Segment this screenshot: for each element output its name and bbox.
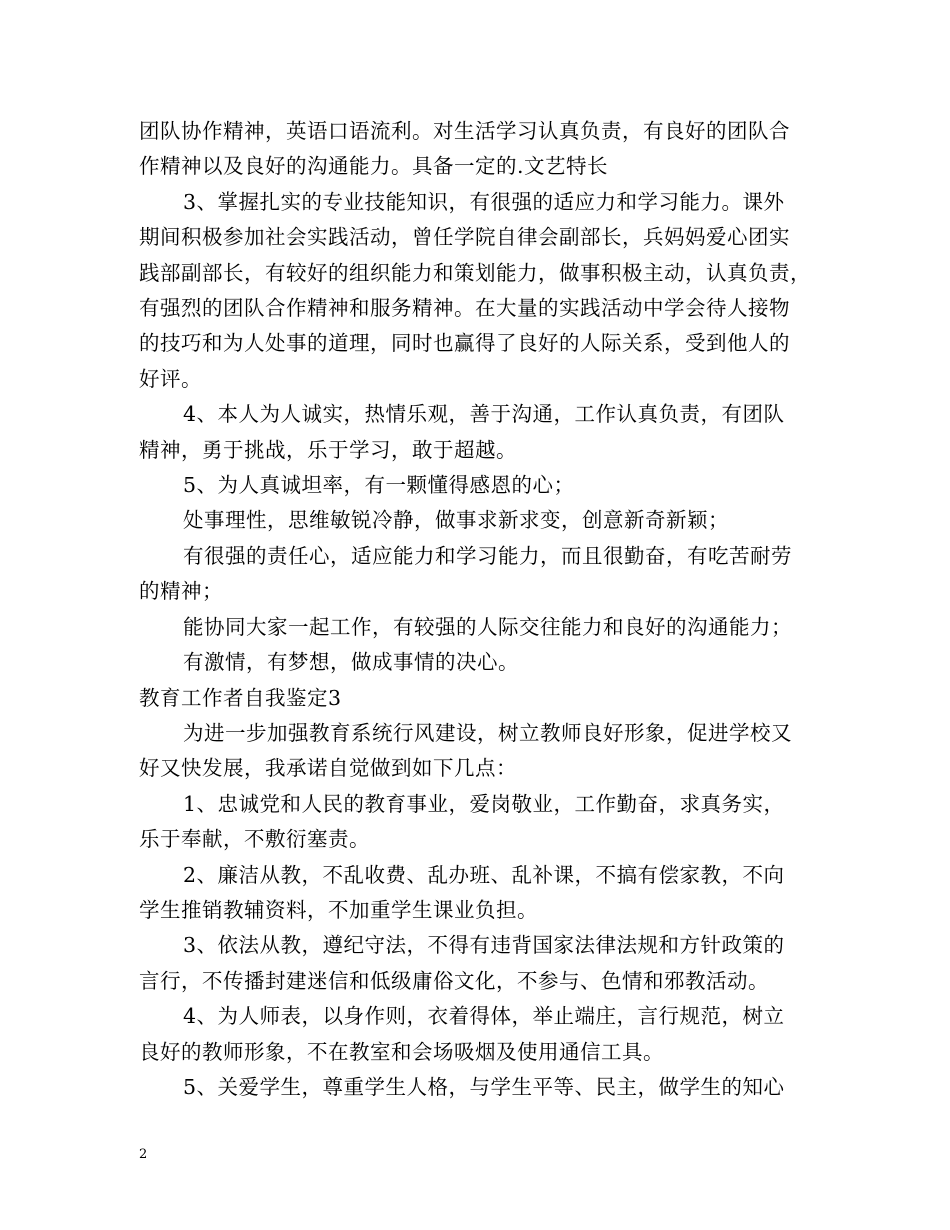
text-line: 处事理性，思维敏锐冷静，做事求新求变，创意新奇新颖；	[183, 508, 729, 533]
text-line: 践部副部长，有较好的组织能力和策划能力，做事积极主动，认真负责，	[139, 260, 811, 285]
text-line: 有强烈的团队合作精神和服务精神。在大量的实践活动中学会待人接物	[139, 296, 790, 321]
text-line: 的技巧和为人处事的道理，同时也赢得了良好的人际关系，受到他人的	[139, 331, 790, 356]
text-line: 乐于奉献，不敷衍塞责。	[139, 827, 370, 852]
text-line: 学生推销教辅资料，不加重学生课业负担。	[139, 897, 538, 922]
text-line: 期间积极参加社会实践活动，曾任学院自律会副部长，兵妈妈爱心团实	[139, 225, 790, 250]
text-line: 有激情，有梦想，做成事情的决心。	[183, 650, 519, 675]
text-line: 有很强的责任心，适应能力和学习能力，而且很勤奋，有吃苦耐劳	[183, 543, 792, 568]
page-number: 2	[139, 1147, 148, 1162]
text-line: 言行，不传播封建迷信和低级庸俗文化，不参与、色情和邪教活动。	[139, 968, 769, 993]
text-line: 良好的教师形象，不在教室和会场吸烟及使用通信工具。	[139, 1039, 664, 1064]
text-line: 5、为人真诚坦率，有一颗懂得感恩的心；	[183, 473, 575, 498]
text-line: 的精神；	[139, 579, 223, 604]
text-line: 4、本人为人诚实，热情乐观，善于沟通，工作认真负责，有团队	[183, 402, 785, 427]
document-body	[139, 114, 829, 1105]
text-line: 2、廉洁从教，不乱收费、乱办班、乱补课，不搞有偿家教，不向	[183, 862, 785, 887]
text-line: 精神，勇于挑战，乐于学习，敢于超越。	[139, 437, 517, 462]
text-line: 作精神以及良好的沟通能力。具备一定的.文艺特长	[139, 154, 609, 179]
text-line: 3、掌握扎实的专业技能知识，有很强的适应力和学习能力。课外	[183, 189, 785, 214]
text-line: 为进一步加强教育系统行风建设，树立教师良好形象，促进学校又	[183, 720, 792, 745]
text-line: 3、依法从教，遵纪守法，不得有违背国家法律法规和方针政策的	[183, 933, 785, 958]
text-line: 5、关爱学生，尊重学生人格，与学生平等、民主，做学生的知心	[183, 1074, 785, 1099]
text-line: 1、忠诚党和人民的教育事业，爱岗敬业，工作勤奋，求真务实，	[183, 791, 785, 816]
text-line: 好评。	[139, 366, 202, 391]
text-line: 4、为人师表，以身作则，衣着得体，举止端庄，言行规范，树立	[183, 1004, 785, 1029]
text-line: 团队协作精神，英语口语流利。对生活学习认真负责，有良好的团队合	[139, 119, 790, 143]
text-line: 好又快发展，我承诺自觉做到如下几点：	[139, 756, 517, 781]
text-line: 能协同大家一起工作，有较强的人际交往能力和良好的沟通能力；	[183, 614, 792, 639]
section-heading: 教育工作者自我鉴定3	[139, 685, 342, 710]
